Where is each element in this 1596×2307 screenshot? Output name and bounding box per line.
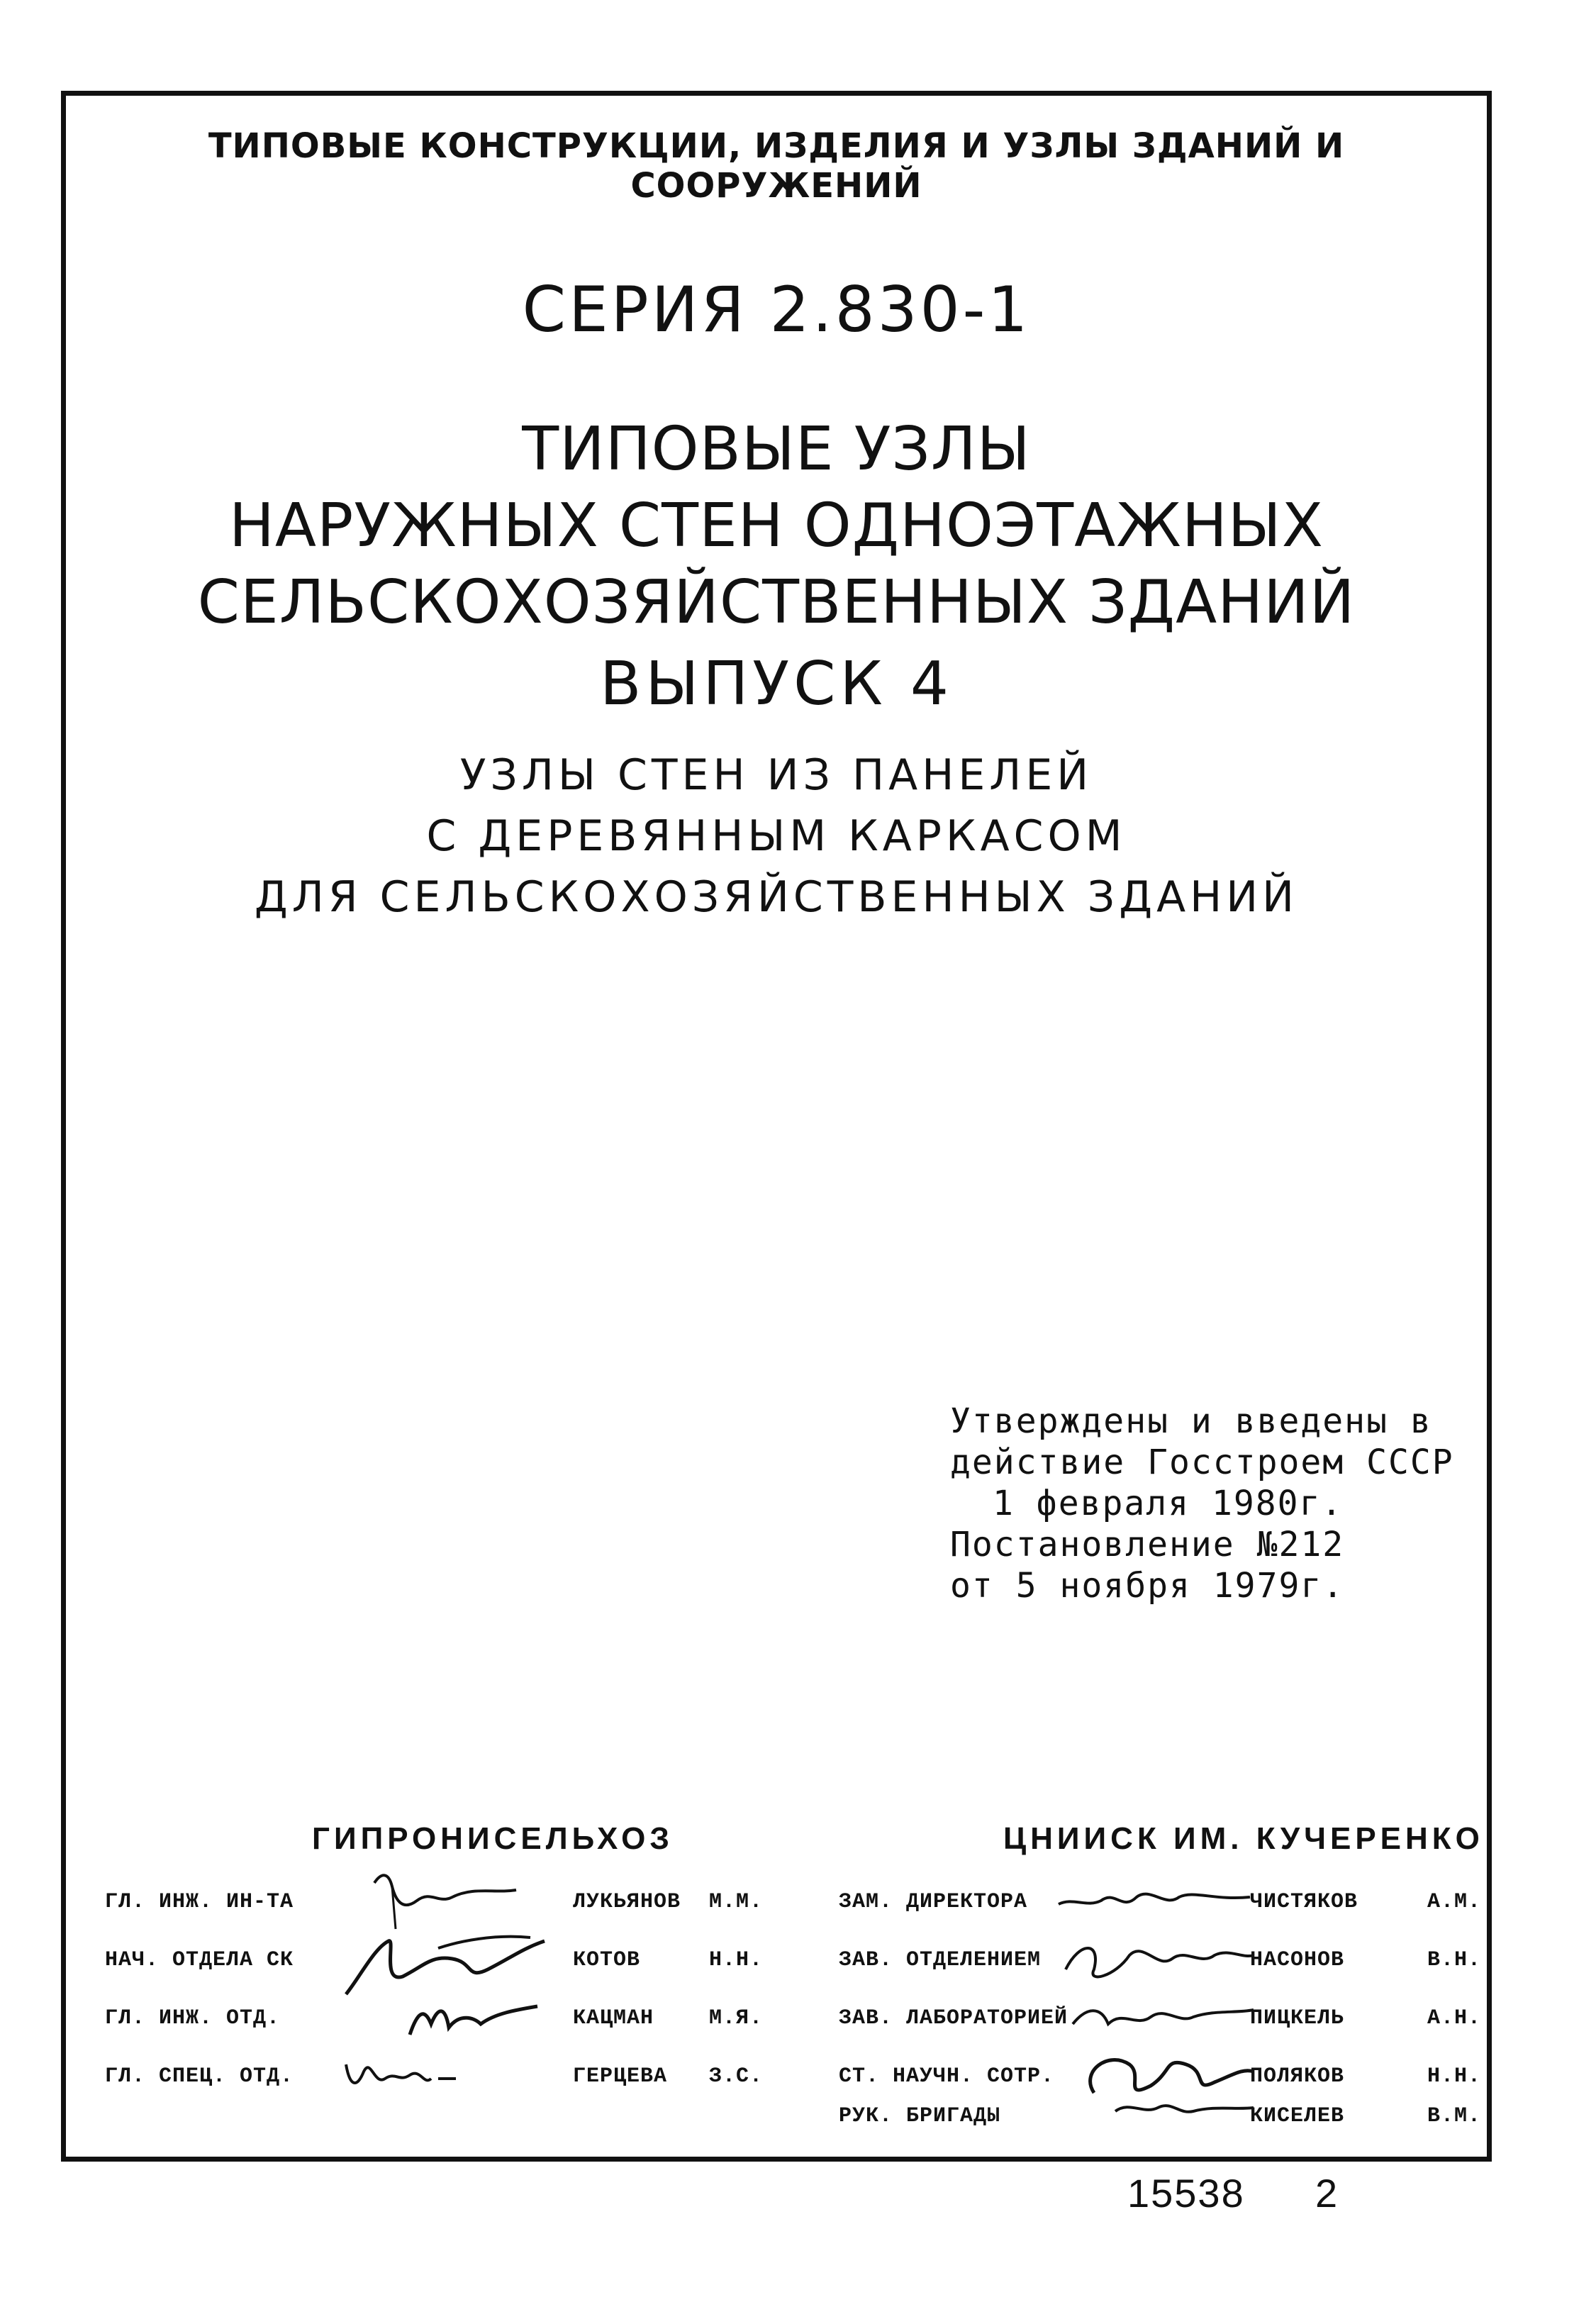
signatory-name: ПОЛЯКОВ [1250,2064,1345,2089]
signatory-name: КОТОВ [573,1948,641,1972]
approval-line-1: Утверждены и введены в [950,1401,1432,1441]
signatory-name: КИСЕЛЕВ [1250,2104,1345,2128]
handwritten-signature [1051,2083,1257,2133]
signatory-name: КАЦМАН [573,2006,654,2030]
approval-line-3: 1 февраля 1980г. [993,1484,1344,1523]
handwritten-signature [1051,1927,1257,1991]
handwritten-signature [332,1985,545,2049]
signatory-position: НАЧ. ОТДЕЛА СК [105,1948,294,1972]
title-line-3: СЕЛЬСКОХОЗЯЙСТВЕННЫХ ЗДАНИЙ [197,567,1356,638]
signatory-position: РУК. БРИГАДЫ [839,2104,1001,2128]
org-right-name: ЦНИИСК ИМ. КУЧЕРЕНКО [1003,1821,1484,1856]
approval-statement [950,1401,1454,1606]
signatory-position: ГЛ. ИНЖ. ОТД. [105,2006,281,2030]
document-title [61,411,1492,641]
signatory-initials: Н.Н. [1427,2064,1482,2089]
title-line-1: ТИПОВЫЕ УЗЛЫ [522,414,1031,484]
signatory-position: СТ. НАУЧН. СОТР. [839,2064,1055,2089]
signatory-name: ЧИСТЯКОВ [1250,1890,1358,1914]
signatory-initials: Н.Н. [709,1948,764,1972]
issue-subtitle [61,745,1492,928]
signatory-name: НАСОНОВ [1250,1948,1345,1972]
signatory-name: ГЕРЦЕВА [573,2064,668,2089]
issue-number: ВЫПУСК 4 [600,649,953,719]
signatory-position: ЗАВ. ОТДЕЛЕНИЕМ [839,1948,1042,1972]
subtitle-line-1: УЗЛЫ СТЕН ИЗ ПАНЕЛЕЙ [459,750,1093,800]
signatory-name: ЛУКЬЯНОВ [573,1890,681,1914]
signatory-initials: А.М. [1427,1890,1482,1914]
signatory-position: ЗАМ. ДИРЕКТОРА [839,1890,1028,1914]
page-number: 2 [1315,2171,1339,2216]
org-left-name: ГИПРОНИСЕЛЬХОЗ [312,1821,674,1856]
signatory-initials: В.М. [1427,2104,1482,2128]
handwritten-signature [332,2043,545,2107]
subtitle-line-3: ДЛЯ СЕЛЬСКОХОЗЯЙСТВЕННЫХ ЗДАНИЙ [254,872,1299,922]
signatory-initials: М.Я. [709,2006,764,2030]
signatory-initials: В.Н. [1427,1948,1482,1972]
signatory-position: ГЛ. ИНЖ. ИН-ТА [105,1890,294,1914]
series-number: СЕРИЯ 2.830-1 [522,273,1031,346]
signatory-initials: З.С. [709,2064,764,2089]
handwritten-signature [1051,1985,1257,2042]
approval-line-5: от 5 ноября 1979г. [950,1566,1345,1606]
title-line-2: НАРУЖНЫХ СТЕН ОДНОЭТАЖНЫХ [228,491,1324,561]
series-category-header: ТИПОВЫЕ КОНСТРУКЦИИ, ИЗДЕЛИЯ И УЗЛЫ ЗДАНИЙ И СООРУЖЕНИЙ [208,126,1345,206]
signatory-position: ГЛ. СПЕЦ. ОТД. [105,2064,294,2089]
approval-line-4: Постановление №212 [950,1525,1345,1564]
signatory-position: ЗАВ. ЛАБОРАТОРИЕЙ [839,2006,1068,2030]
handwritten-signature [1051,1869,1257,1925]
signatory-name: ПИЦКЕЛЬ [1250,2006,1345,2030]
signatory-initials: М.М. [709,1890,764,1914]
handwritten-signature [332,1869,545,1933]
approval-line-2: действие Госстроем СССР [950,1442,1454,1482]
subtitle-line-2: С ДЕРЕВЯННЫМ КАРКАСОМ [426,811,1127,861]
signatory-initials: А.Н. [1427,2006,1482,2030]
document-number: 15538 [1127,2171,1245,2216]
